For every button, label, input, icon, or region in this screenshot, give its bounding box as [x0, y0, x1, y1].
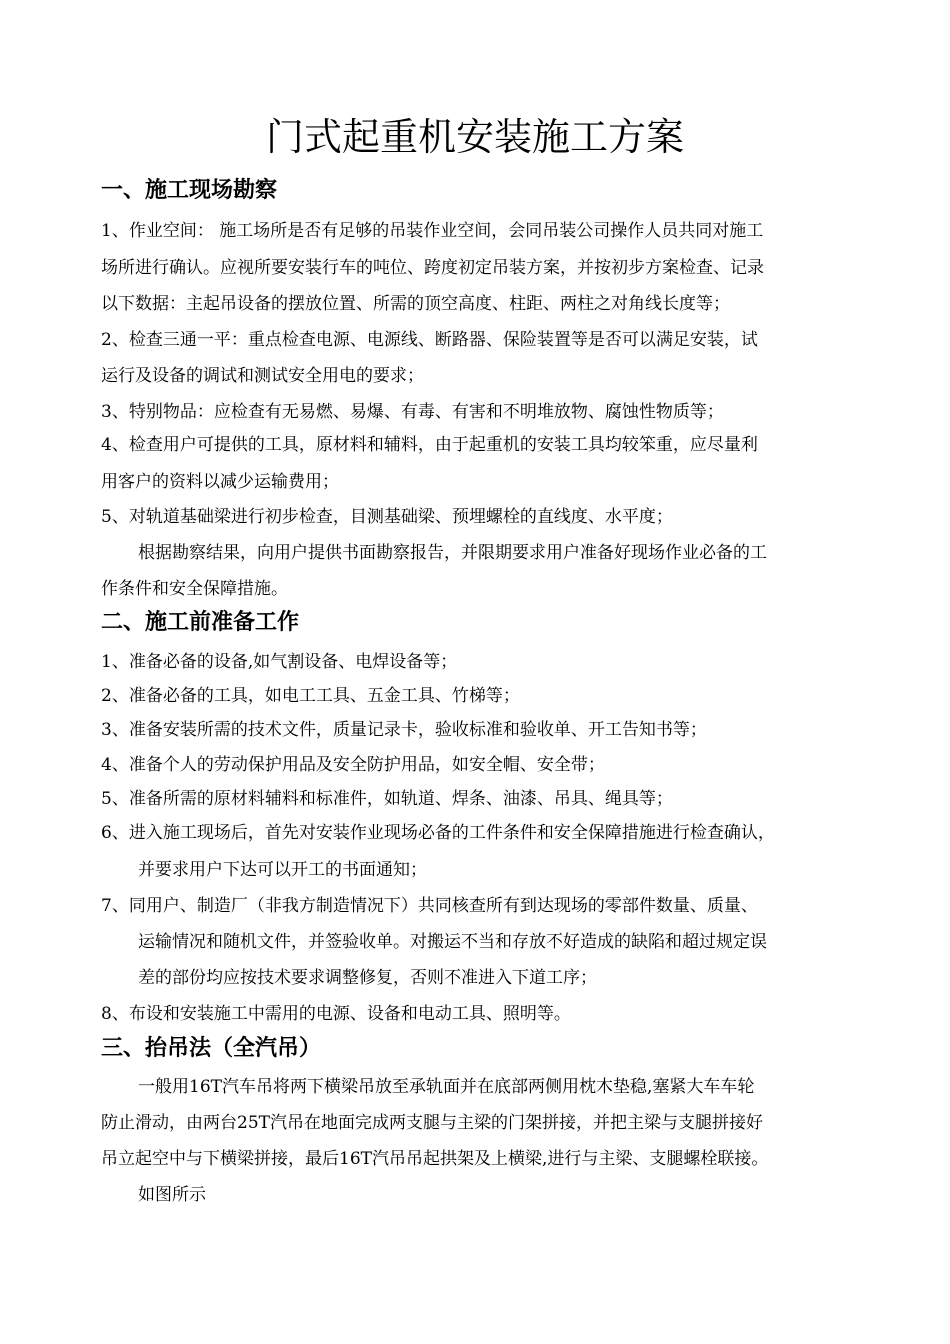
text-line: 吊立起空中与下横梁拼接，最后16T汽吊吊起拱架及上横梁,进行与主梁、支腿螺栓联接。 [101, 1149, 769, 1169]
text-line: 运行及设备的调试和测试安全用电的要求； [101, 366, 424, 386]
text-line: 2、准备必备的工具，如电工工具、五金工具、竹梯等； [101, 686, 520, 706]
text-line: 差的部份均应按技术要求调整修复，否则不准进入下道工序； [138, 968, 597, 988]
text-line: 6、进入施工现场后，首先对安装作业现场必备的工件条件和安全保障措施进行检查确认， [101, 823, 775, 843]
text-line: 4、准备个人的劳动保护用品及安全防护用品，如安全帽、安全带； [101, 755, 605, 775]
text-line: 并要求用户下达可以开工的书面通知； [138, 860, 427, 880]
text-line: 如图所示 [138, 1185, 206, 1205]
text-line: 运输情况和随机文件，并签验收单。对搬运不当和存放不好造成的缺陷和超过规定误 [138, 932, 767, 952]
text-line: 用客户的资料以减少运输费用； [101, 472, 339, 492]
text-line: 7、同用户、制造厂（非我方制造情况下）共同核查所有到达现场的零部件数量、质量、 [101, 896, 758, 916]
section-heading-survey: 一、施工现场勘察 [101, 178, 278, 203]
text-line: 5、对轨道基础梁进行初步检查，目测基础梁、预埋螺栓的直线度、水平度； [101, 507, 673, 527]
section-heading-lifting-method: 三、抬吊法（全汽吊） [101, 1036, 322, 1061]
text-line: 8、布设和安装施工中需用的电源、设备和电动工具、照明等。 [101, 1004, 571, 1024]
text-line: 场所进行确认。应视所要安装行车的吨位、跨度初定吊装方案，并按初步方案检查、记录 [101, 258, 764, 278]
section-heading-preparation: 二、施工前准备工作 [101, 610, 300, 635]
text-line: 防止滑动，由两台25T汽吊在地面完成两支腿与主梁的门架拼接，并把主梁与支腿拼接好 [101, 1113, 763, 1133]
text-line: 根据勘察结果，向用户提供书面勘察报告，并限期要求用户准备好现场作业必备的工 [138, 543, 767, 563]
text-line: 1、准备必备的设备,如气割设备、电焊设备等； [101, 652, 458, 672]
text-line: 1、作业空间： 施工场所是否有足够的吊装作业空间，会同吊装公司操作人员共同对施工 [101, 221, 764, 241]
text-line: 5、准备所需的原材料辅料和标准件，如轨道、焊条、油漆、吊具、绳具等； [101, 789, 673, 809]
text-line: 3、准备安装所需的技术文件，质量记录卡，验收标准和验收单、开工告知书等； [101, 720, 707, 740]
text-line: 以下数据：主起吊设备的摆放位置、所需的顶空高度、柱距、两柱之对角线长度等； [101, 294, 730, 314]
text-line: 2、检查三通一平：重点检查电源、电源线、断路器、保险装置等是否可以满足安装，试 [101, 330, 758, 350]
text-line: 作条件和安全保障措施。 [101, 579, 288, 599]
text-line: 3、特别物品：应检查有无易燃、易爆、有毒、有害和不明堆放物、腐蚀性物质等； [101, 402, 724, 422]
text-line: 一般用16T汽车吊将两下横梁吊放至承轨面并在底部两侧用枕木垫稳,塞紧大车车轮 [138, 1077, 755, 1097]
page-title: 门式起重机安装施工方案 [265, 115, 684, 159]
text-line: 4、检查用户可提供的工具，原材料和辅料，由于起重机的安装工具均较笨重，应尽量利 [101, 435, 758, 455]
